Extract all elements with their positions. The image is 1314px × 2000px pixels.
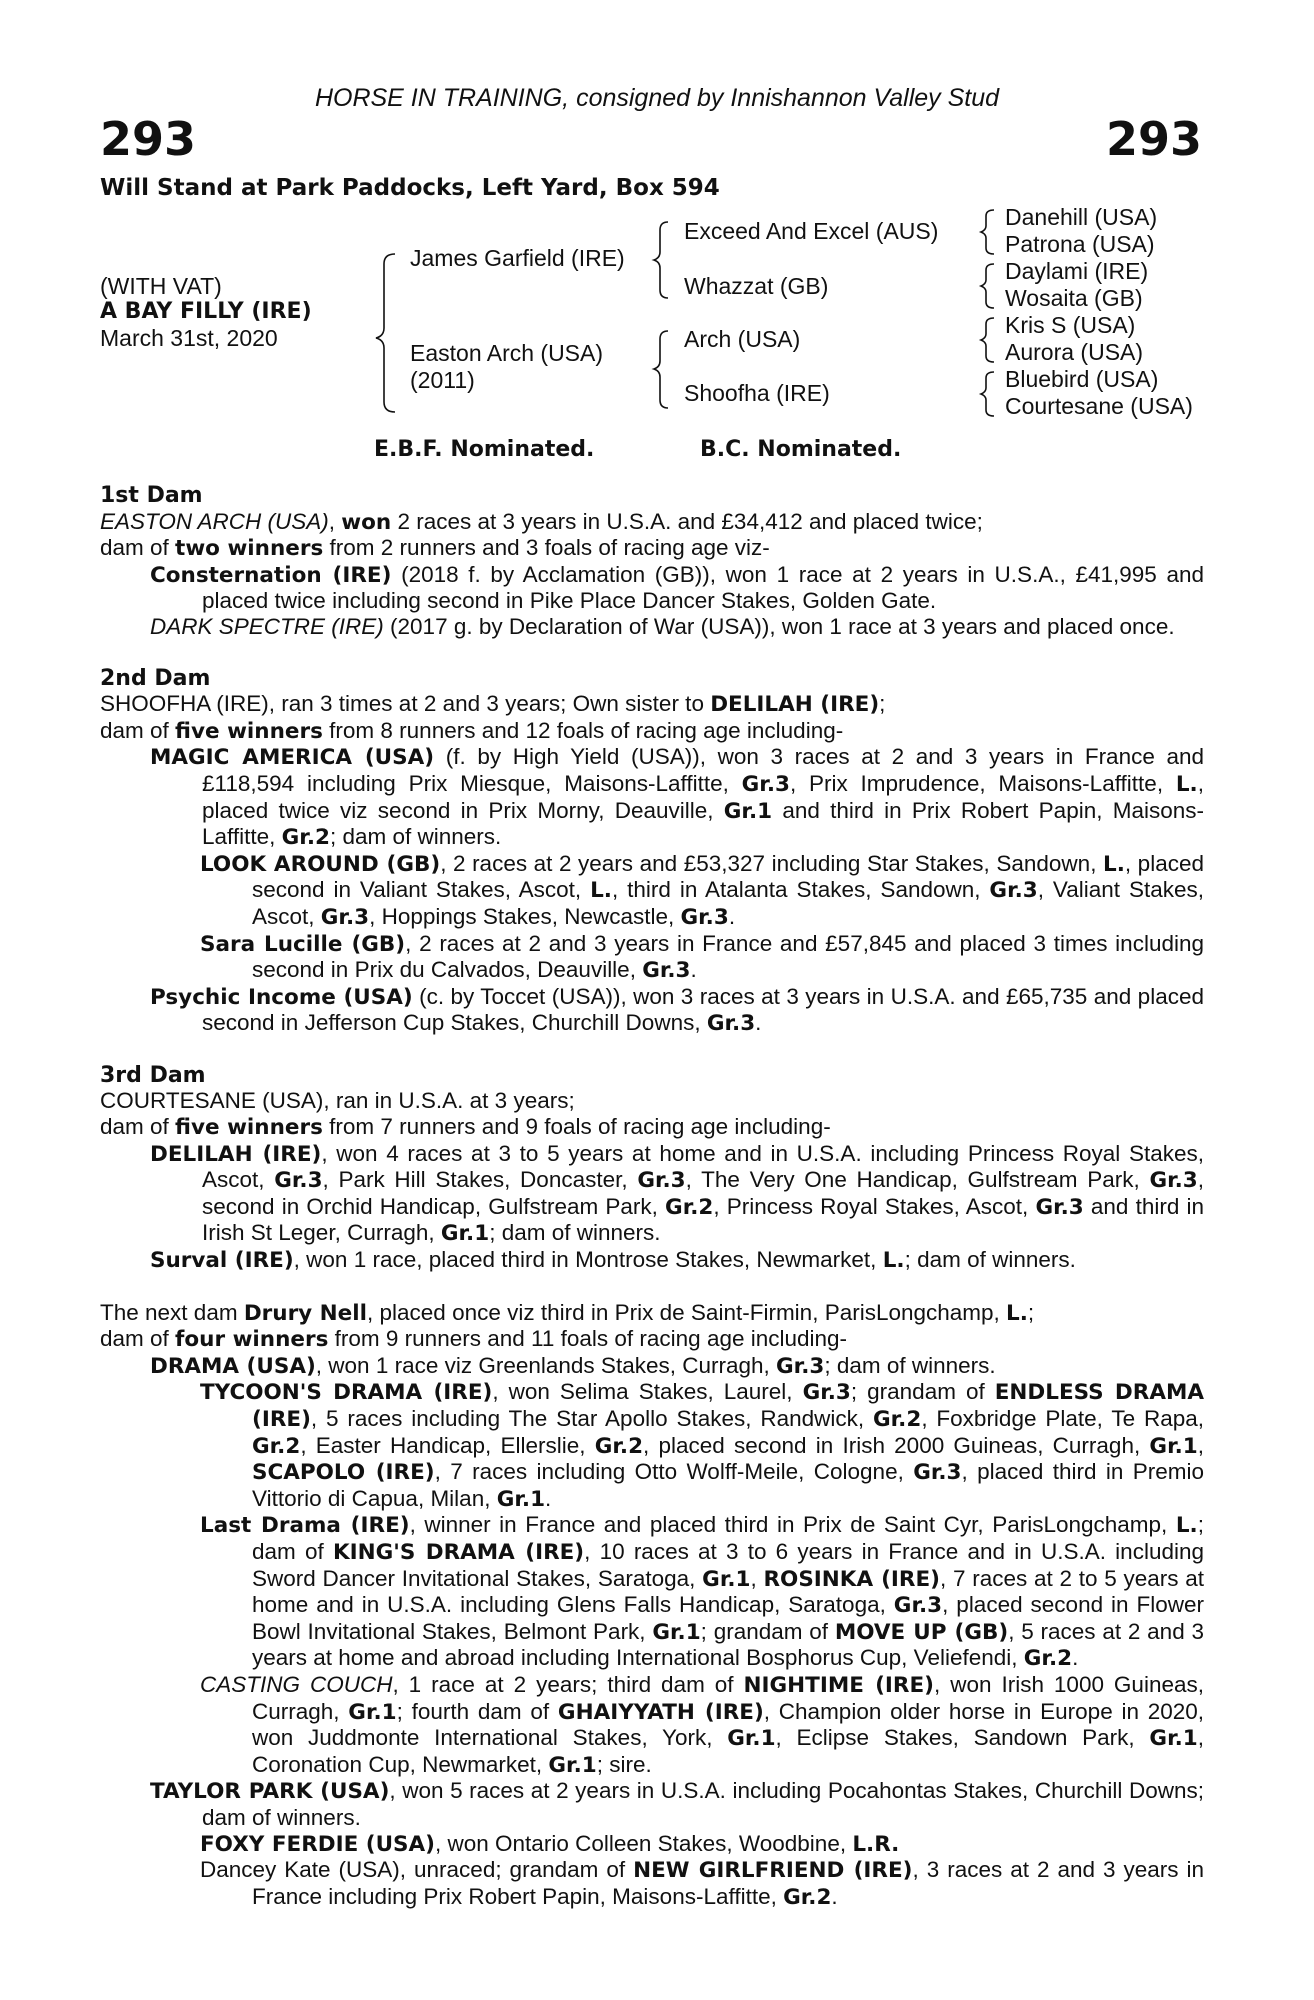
sire-sire: Exceed And Excel (AUS) [684,218,939,244]
first-dam-title: 1st Dam [100,483,203,508]
produce-entry: MAGIC AMERICA (USA) (f. by High Yield (USA)), won 3 races at 2 and 3 years in France and £118,594 including Prix Miesque, Maisons-Laffitte, Gr.3, Prix Imprudence, Maisons-Laffitte, L., placed twice viz second in Prix Morny, Deauville, Gr.1 and third in Prix Robert Papin, Maisons-Laffitte, Gr.2; dam of winners. [150,744,1205,851]
ancestor-8: Courtesane (USA) [1005,393,1193,419]
ancestor-3: Daylami (IRE) [1005,258,1149,284]
produce-entry: DARK SPECTRE (IRE) (2017 g. by Declaration of War (USA)), won 1 race at 3 years and placed once. [150,613,1175,639]
produce-entry: Psychic Income (USA) (c. by Toccet (USA)), won 3 races at 3 years in U.S.A. and £65,735 and placed second in Jefferson Cup Stakes, Churchill Downs, Gr.3. [150,983,1204,1037]
dam-name: EASTON ARCH (USA) [100,508,329,534]
third-dam-section [100,1063,1204,1274]
first-dam-line: EASTON ARCH (USA), won 2 races at 3 years in U.S.A. and £34,412 and placed twice; [100,508,983,535]
ancestor-4: Wosaita (GB) [1005,285,1143,311]
foaling-date: March 31st, 2020 [100,325,278,351]
header-title: HORSE IN TRAINING, consigned by Innishannon Valley Stud [314,84,1000,112]
lot-number-left: 293 [100,112,197,166]
sire-dam: Whazzat (GB) [684,273,829,299]
produce-entry: TYCOON'S DRAMA (IRE), won Selima Stakes, Laurel, Gr.3; grandam of ENDLESS DRAMA (IRE), 5 races including The Star Apollo Stakes, Randwick, Gr.2, Foxbridge Plate, Te Rapa, Gr.2, Easter Handicap, Ellerslie, Gr.2, placed second in Irish 2000 Guineas, Curragh, Gr.1, SCAPOLO (IRE), 7 races including Otto Wolff-Meile, Cologne, Gr.3, placed third in Premio Vittorio di Capua, Milan, Gr.1. [200,1379,1205,1512]
sire: James Garfield (IRE) [410,245,625,271]
second-dam-produce: dam of five winners from 8 runners and 12 foals of racing age including- [100,717,844,744]
dam-sire: Arch (USA) [684,326,801,352]
produce-entry: Surval (IRE), won 1 race, placed third in Montrose Stakes, Newmarket, L.; dam of winners. [150,1247,1076,1274]
produce-entry: Consternation (IRE) (2018 f. by Acclamation (GB)), won 1 race at 2 years in U.S.A., £41,995 and placed twice including second in Pike Place Dancer Stakes, Golden Gate. [150,561,1204,614]
third-dam-produce: dam of five winners from 7 runners and 9 foals of racing age including- [100,1114,831,1141]
third-dam-line: COURTESANE (USA), ran in U.S.A. at 3 years; [100,1088,575,1114]
produce-entry: Last Drama (IRE), winner in France and placed third in Prix de Saint Cyr, ParisLongchamp, L.; dam of KING'S DRAMA (IRE), 10 races at 3 to 6 years in France and in U.S.A. including Sword Dancer Invitational Stakes, Saratoga, Gr.1, ROSINKA (IRE), 7 races at 2 to 5 years at home and in U.S.A. including Glens Falls Handicap, Saratoga, Gr.3, placed second in Flower Bowl Invitational Stakes, Belmont Park, Gr.1; grandam of MOVE UP (GB), 5 races at 2 and 3 years at home and abroad including International Bosphorus Cup, Veliefendi, Gr.2. [200,1512,1204,1672]
dam: Easton Arch (USA) [410,340,604,366]
pedigree-braces [0,0,1314,440]
produce-entry: FOXY FERDIE (USA), won Ontario Colleen Stakes, Woodbine, L.R. [200,1830,900,1857]
ancestor-5: Kris S (USA) [1005,312,1136,338]
ancestor-1: Danehill (USA) [1005,204,1158,230]
horse-name: A BAY FILLY (IRE) [100,299,312,324]
ancestor-6: Aurora (USA) [1005,339,1144,365]
won-label: won [341,509,392,535]
next-dam-line: The next dam Drury Nell, placed once viz third in Prix de Saint-Firmin, ParisLongchamp, L.; [100,1299,1035,1326]
second-dam-section [100,666,1204,1037]
next-dam-section [100,1300,1204,1911]
vat-label: (WITH VAT) [100,273,222,299]
ancestor-7: Bluebird (USA) [1005,366,1159,392]
produce-entry: CASTING COUCH, 1 race at 2 years; third dam of NIGHTIME (IRE), won Irish 1000 Guineas, Curragh, Gr.1; fourth dam of GHAIYYATH (IRE), Champion older horse in Europe in 2020, won Juddmonte International Stakes, York, Gr.1, Eclipse Stakes, Sandown Park, Gr.1, Coronation Cup, Newmarket, Gr.1; sire. [200,1671,1205,1778]
second-dam-line: SHOOFHA (IRE), ran 3 times at 2 and 3 years; Own sister to DELILAH (IRE); [100,691,886,718]
second-dam-title: 2nd Dam [100,665,211,691]
lot-number-right: 293 [1105,112,1202,166]
bc-nominated: B.C. Nominated. [700,437,902,462]
first-dam-section [100,483,1204,640]
ancestor-2: Patrona (USA) [1005,231,1155,257]
produce-entry: Sara Lucille (GB), 2 races at 2 and 3 years in France and £57,845 and placed 3 times including second in Prix du Calvados, Deauville, Gr.3. [200,930,1204,984]
dam-year: (2011) [410,367,475,393]
third-dam-title: 3rd Dam [100,1062,206,1088]
produce-entry: DRAMA (USA), won 1 race viz Greenlands Stakes, Curragh, Gr.3; dam of winners. [150,1352,996,1379]
location-line: Will Stand at Park Paddocks, Left Yard, Box 594 [100,175,720,201]
dam-dam: Shoofha (IRE) [684,380,830,406]
produce-entry: DELILAH (IRE), won 4 races at 3 to 5 years at home and in U.S.A. including Princess Royal Stakes, Ascot, Gr.3, Park Hill Stakes, Doncaster, Gr.3, The Very One Handicap, Gulfstream Park, Gr.3, second in Orchid Handicap, Gulfstream Park, Gr.2, Princess Royal Stakes, Ascot, Gr.3 and third in Irish St Leger, Curragh, Gr.1; dam of winners. [150,1140,1205,1247]
catalogue-body [100,483,1204,1910]
produce-entry: LOOK AROUND (GB), 2 races at 2 years and £53,327 including Star Stakes, Sandown, L., placed second in Valiant Stakes, Ascot, L., third in Atalanta Stakes, Sandown, Gr.3, Valiant Stakes, Ascot, Gr.3, Hoppings Stakes, Newcastle, Gr.3. [200,850,1204,930]
first-dam-produce: dam of two winners from 2 runners and 3 foals of racing age viz- [100,535,770,562]
produce-entry: TAYLOR PARK (USA), won 5 races at 2 years in U.S.A. including Pocahontas Stakes, Churchill Downs; dam of winners. [150,1778,1204,1830]
next-dam-produce: dam of four winners from 9 runners and 11 foals of racing age including- [100,1326,848,1353]
ebf-nominated: E.B.F. Nominated. [374,437,595,462]
produce-entry: Dancey Kate (USA), unraced; grandam of NEW GIRLFRIEND (IRE), 3 races at 2 and 3 years in France including Prix Robert Papin, Maisons-Laffitte, Gr.2. [200,1857,1204,1910]
